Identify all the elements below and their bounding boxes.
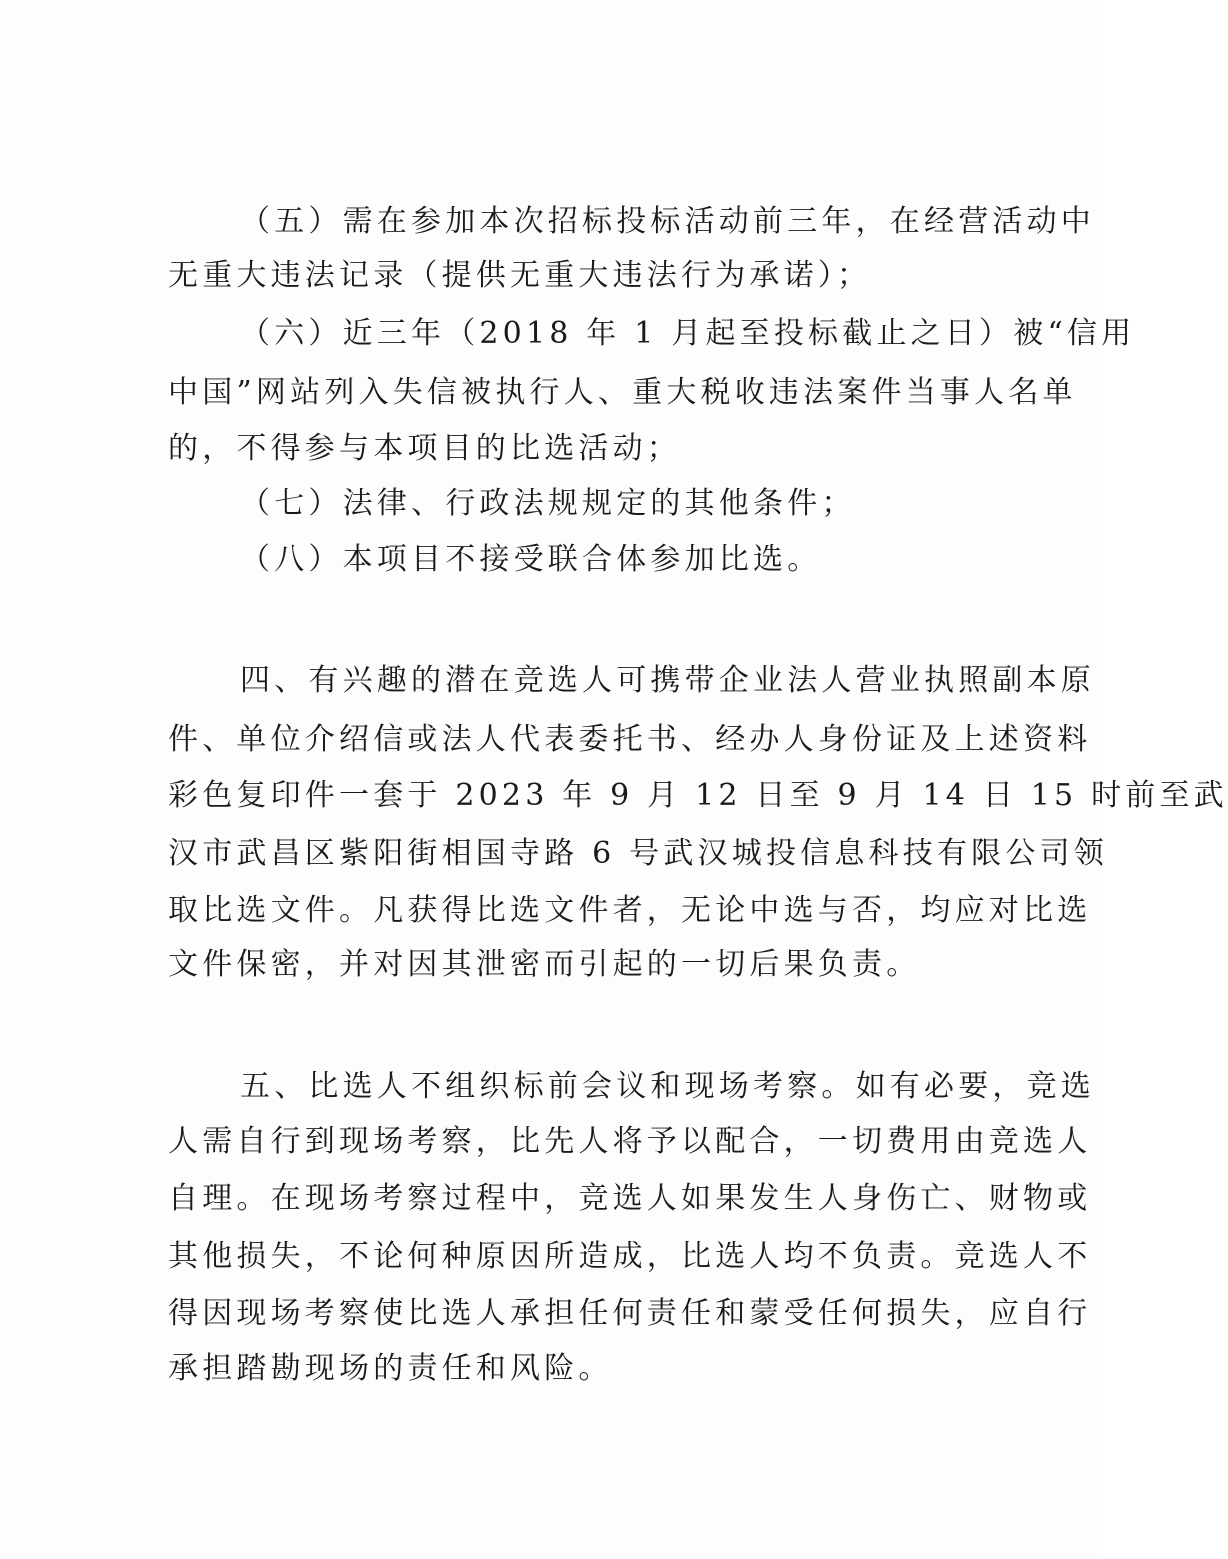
section5-line1: 五、比选人不组织标前会议和现场考察。如有必要，竞选 <box>240 1069 1095 1104</box>
item6-line2: 中国”网站列入失信被执行人、重大税收违法案件当事人名单 <box>168 375 1077 410</box>
section5-line2: 人需自行到现场考察，比先人将予以配合，一切费用由竞选人 <box>168 1124 1092 1159</box>
item5-line1: （五）需在参加本次招标投标活动前三年，在经营活动中 <box>240 204 1095 239</box>
item5-line2: 无重大违法记录（提供无重大违法行为承诺）； <box>168 258 872 293</box>
section4-line3: 彩色复印件一套于 2023 年 9 月 12 日至 9 月 14 日 15 时前至武 <box>168 778 1228 813</box>
section5-line5: 得因现场考察使比选人承担任何责任和蒙受任何损失，应自行 <box>168 1296 1092 1331</box>
section4-line2: 件、单位介绍信或法人代表委托书、经办人身份证及上述资料 <box>168 722 1092 757</box>
section5-line3: 自理。在现场考察过程中，竞选人如果发生人身伤亡、财物或 <box>168 1181 1092 1216</box>
item7-line1: （七）法律、行政法规规定的其他条件； <box>240 486 856 521</box>
item8-line1: （八）本项目不接受联合体参加比选。 <box>240 542 822 577</box>
section4-line1: 四、有兴趣的潜在竞选人可携带企业法人营业执照副本原 <box>240 663 1095 698</box>
item6-line1: （六）近三年（2018 年 1 月起至投标截止之日）被“信用 <box>240 316 1136 351</box>
section4-line4: 汉市武昌区紫阳街相国寺路 6 号武汉城投信息科技有限公司领 <box>168 836 1108 871</box>
section4-line6: 文件保密，并对因其泄密而引起的一切后果负责。 <box>168 947 921 982</box>
item6-line3: 的，不得参与本项目的比选活动； <box>168 431 681 466</box>
section5-line4: 其他损失，不论何种原因所造成，比选人均不负责。竞选人不 <box>168 1239 1092 1274</box>
section5-line6: 承担踏勘现场的责任和风险。 <box>168 1351 613 1386</box>
section4-line5: 取比选文件。凡获得比选文件者，无论中选与否，均应对比选 <box>168 893 1092 928</box>
